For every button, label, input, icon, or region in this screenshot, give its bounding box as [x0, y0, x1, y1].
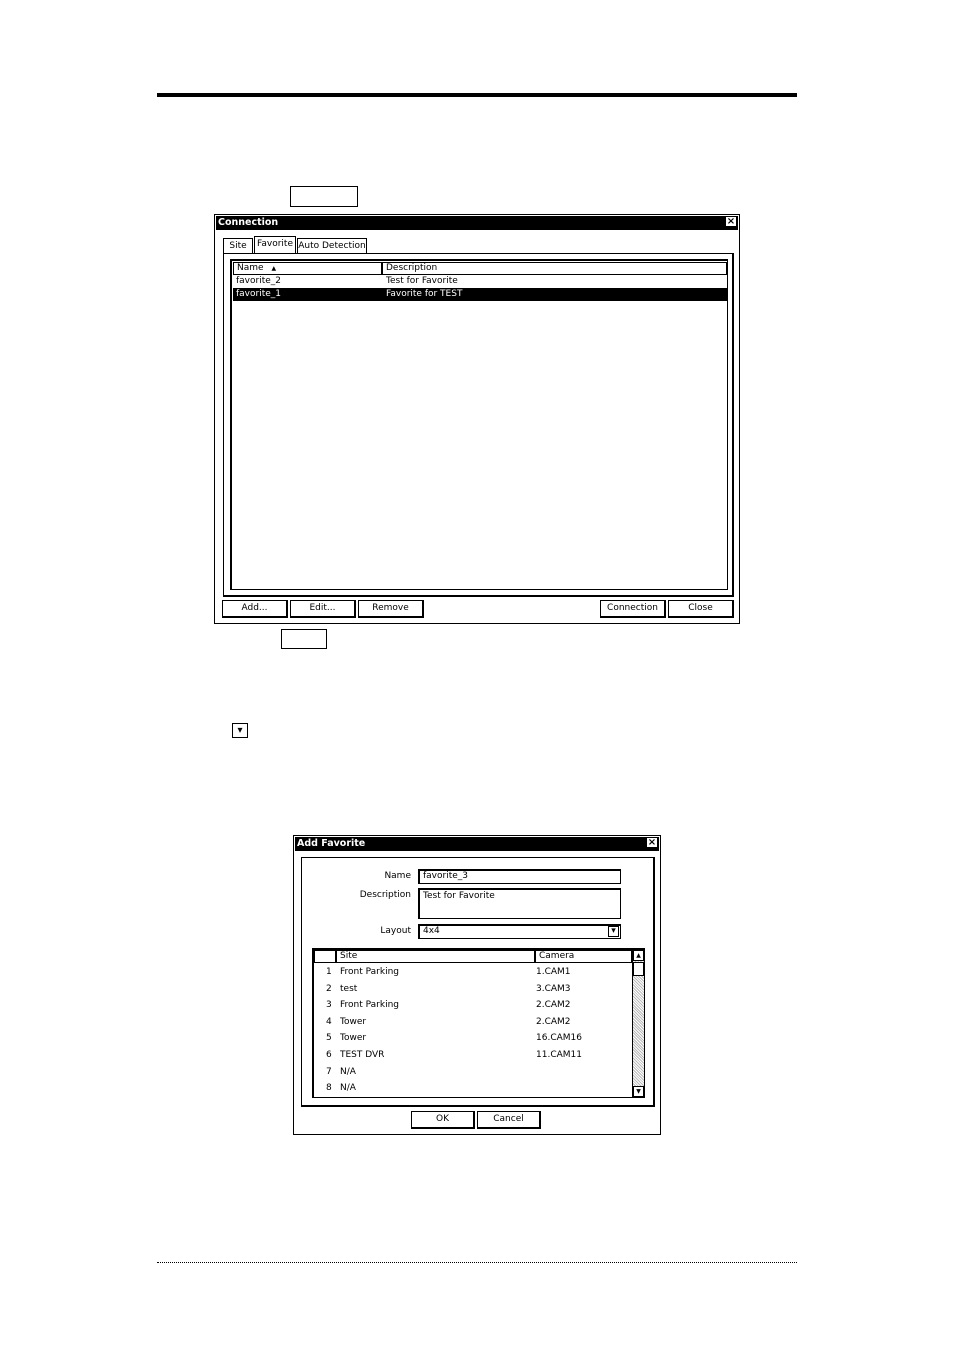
header-rule [157, 93, 797, 97]
list-item-description: Test for Favorite [386, 276, 458, 286]
ok-button[interactable] [411, 1111, 475, 1129]
column-header-description-label: Description [386, 263, 438, 273]
layout-label: Layout [380, 926, 411, 936]
favorite-list[interactable] [230, 259, 728, 590]
dropdown-arrow-glyph: ▾ [237, 725, 243, 736]
list-item-description: Favorite for TEST [386, 289, 463, 299]
table-row[interactable] [314, 966, 632, 979]
list-item[interactable] [233, 275, 728, 288]
row-site: N/A [340, 1083, 356, 1093]
tab-site-label: Site [229, 241, 247, 251]
edit-button[interactable] [290, 600, 356, 618]
column-header-description[interactable] [382, 262, 727, 275]
row-site: TEST DVR [340, 1050, 385, 1060]
row-number: 8 [326, 1083, 332, 1093]
connection-button-label: Connection [607, 603, 658, 613]
camera-table-body [314, 964, 632, 1098]
column-header-name[interactable] [233, 262, 382, 275]
connection-dialog [214, 214, 740, 624]
table-row[interactable] [314, 1066, 632, 1079]
table-row[interactable] [314, 999, 632, 1012]
row-site: Tower [340, 1017, 367, 1027]
connection-title: Connection [218, 217, 279, 228]
favorite-tab-panel [223, 253, 734, 597]
column-header-site-label: Site [340, 951, 358, 961]
close-icon[interactable]: × [647, 837, 657, 848]
connection-button[interactable] [600, 600, 666, 618]
close-icon[interactable]: × [726, 216, 736, 227]
add-favorite-panel [301, 857, 655, 1107]
sort-ascending-icon: ▲ [271, 265, 277, 272]
scrollbar-thumb[interactable] [633, 962, 644, 976]
tab-favorite-label: Favorite [257, 239, 293, 249]
row-number: 3 [326, 1000, 332, 1010]
add-button[interactable] [222, 600, 288, 618]
tab-site[interactable] [223, 238, 253, 253]
row-site: Front Parking [340, 1000, 399, 1010]
row-number: 7 [326, 1067, 332, 1077]
inline-button-reference [290, 186, 358, 207]
add-favorite-title-bar [295, 837, 659, 851]
scroll-down-icon[interactable]: ▼ [633, 1086, 644, 1097]
tab-favorite[interactable] [254, 236, 296, 253]
description-field[interactable]: Test for Favorite [418, 888, 621, 919]
row-number: 1 [326, 967, 332, 977]
row-number: 5 [326, 1033, 332, 1043]
row-number: 2 [326, 984, 332, 994]
add-button-label: Add... [241, 603, 268, 613]
column-header-row-number[interactable] [314, 950, 336, 963]
cancel-button-label: Cancel [493, 1114, 524, 1124]
table-row[interactable] [314, 1049, 632, 1062]
ok-button-label: OK [436, 1114, 449, 1124]
layout-select-value: 4x4 [423, 926, 440, 936]
row-site: Front Parking [340, 967, 399, 977]
inline-button-reference [281, 629, 327, 649]
list-item-name: favorite_2 [236, 276, 282, 286]
dropdown-arrow-icon [232, 723, 248, 738]
tab-auto-detection-label: Auto Detection [298, 241, 366, 251]
list-item-selected[interactable] [233, 288, 728, 301]
table-row[interactable] [314, 1032, 632, 1045]
description-label: Description [359, 890, 411, 900]
column-header-name-label: Name [237, 263, 264, 273]
column-header-site[interactable] [336, 950, 535, 963]
chevron-down-icon[interactable] [608, 926, 619, 937]
row-number: 4 [326, 1017, 332, 1027]
row-camera: 11.CAM11 [536, 1050, 582, 1060]
close-button[interactable] [668, 600, 734, 618]
row-site: test [340, 984, 358, 994]
row-camera: 2.CAM2 [536, 1017, 571, 1027]
footer-rule [157, 1262, 797, 1263]
table-row[interactable] [314, 983, 632, 996]
remove-button-label: Remove [372, 603, 409, 613]
name-field[interactable]: favorite_3 [418, 869, 621, 884]
row-camera: 16.CAM16 [536, 1033, 582, 1043]
scroll-up-icon[interactable]: ▲ [633, 950, 644, 961]
row-number: 6 [326, 1050, 332, 1060]
row-site: N/A [340, 1067, 356, 1077]
layout-select[interactable] [418, 924, 621, 939]
table-row[interactable] [314, 1016, 632, 1029]
list-item-name: favorite_1 [236, 289, 282, 299]
vertical-scrollbar[interactable] [632, 950, 644, 1097]
connection-title-bar [216, 216, 738, 230]
column-header-camera-label: Camera [539, 951, 575, 961]
edit-button-label: Edit... [309, 603, 336, 613]
tab-auto-detection[interactable] [297, 238, 367, 253]
row-camera: 2.CAM2 [536, 1000, 571, 1010]
row-camera: 1.CAM1 [536, 967, 571, 977]
add-favorite-dialog [293, 835, 661, 1135]
remove-button[interactable] [358, 600, 424, 618]
chevron-down-glyph: ▾ [611, 926, 616, 936]
cancel-button[interactable] [477, 1111, 541, 1129]
column-header-camera[interactable] [535, 950, 632, 963]
add-favorite-title: Add Favorite [297, 838, 366, 849]
camera-table[interactable] [312, 948, 645, 1098]
table-row[interactable] [314, 1082, 632, 1095]
row-camera: 3.CAM3 [536, 984, 571, 994]
row-site: Tower [340, 1033, 367, 1043]
name-label: Name [384, 871, 411, 881]
close-button-label: Close [688, 603, 713, 613]
